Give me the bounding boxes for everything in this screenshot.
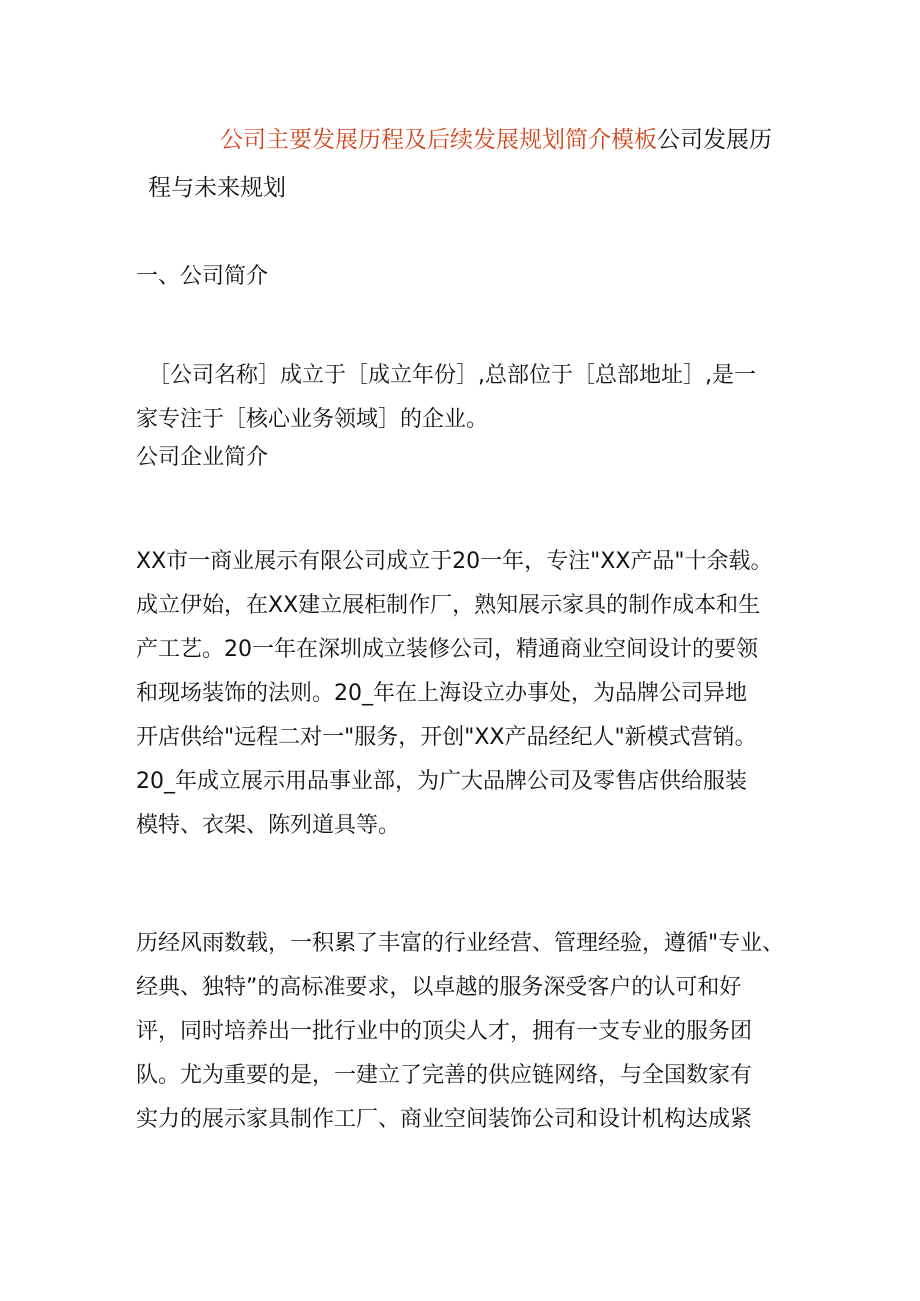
paragraph-line: 历经风雨数载，一积累了丰富的行业经营、管理经验，遵循"专业、 — [136, 931, 785, 956]
paragraph-line: 实力的展示家具制作工厂、商业空间装饰公司和设计机构达成紧 — [136, 1107, 753, 1132]
paragraph-line: 模特、衣架、陈列道具等。 — [136, 813, 401, 838]
paragraph-line: 和现场装饰的法则。20_年在上海设立办事处，为品牌公司异地 — [136, 681, 747, 706]
title-line-1 — [136, 116, 796, 164]
paragraph-line: XX市一商业展示有限公司成立于20一年，专注"XX产品"十余载。 — [136, 549, 773, 574]
paragraph-line: 成立伊始，在XX建立展柜制作厂，熟知展示家具的制作成本和生 — [136, 593, 761, 618]
title-line-2: 程与未来规划 — [148, 175, 286, 201]
intro-line: 家专注于［核心业务领域］的企业。 — [136, 407, 489, 432]
document-title — [136, 116, 796, 212]
paragraph-line: 评，同时培养出一批行业中的顶尖人才，拥有一支专业的服务团 — [136, 1019, 753, 1044]
title-rest-text: 公司发展历 — [657, 127, 772, 153]
title-link-text[interactable]: 公司主要发展历程及后续发展规划简介模板 — [220, 127, 657, 153]
section-heading: 一、公司简介 — [136, 264, 269, 289]
paragraph-company-history — [136, 540, 796, 848]
paragraph-line: 产工艺。20一年在深圳成立装修公司，精通商业空间设计的要领 — [136, 637, 758, 662]
paragraph-line: 开店供给"远程二对一"服务，开创"XX产品经纪人"新模式营销。 — [136, 725, 757, 750]
sub-heading: 公司企业简介 — [136, 445, 269, 470]
paragraph-line: 经典、独特”的高标准要求，以卓越的服务深受客户的认可和好 — [136, 975, 742, 1000]
paragraph-line: 20_年成立展示用品事业部，为广大品牌公司及零售店供给服装 — [136, 769, 747, 794]
paragraph-line: 队。尤为重要的是，一建立了完善的供应链网络，与全国数家有 — [136, 1063, 753, 1088]
intro-line: ［公司名称］成立于［成立年份］,总部位于［总部地址］,是一 — [148, 363, 756, 388]
intro-block — [136, 354, 796, 480]
paragraph-company-strengths — [136, 922, 796, 1142]
